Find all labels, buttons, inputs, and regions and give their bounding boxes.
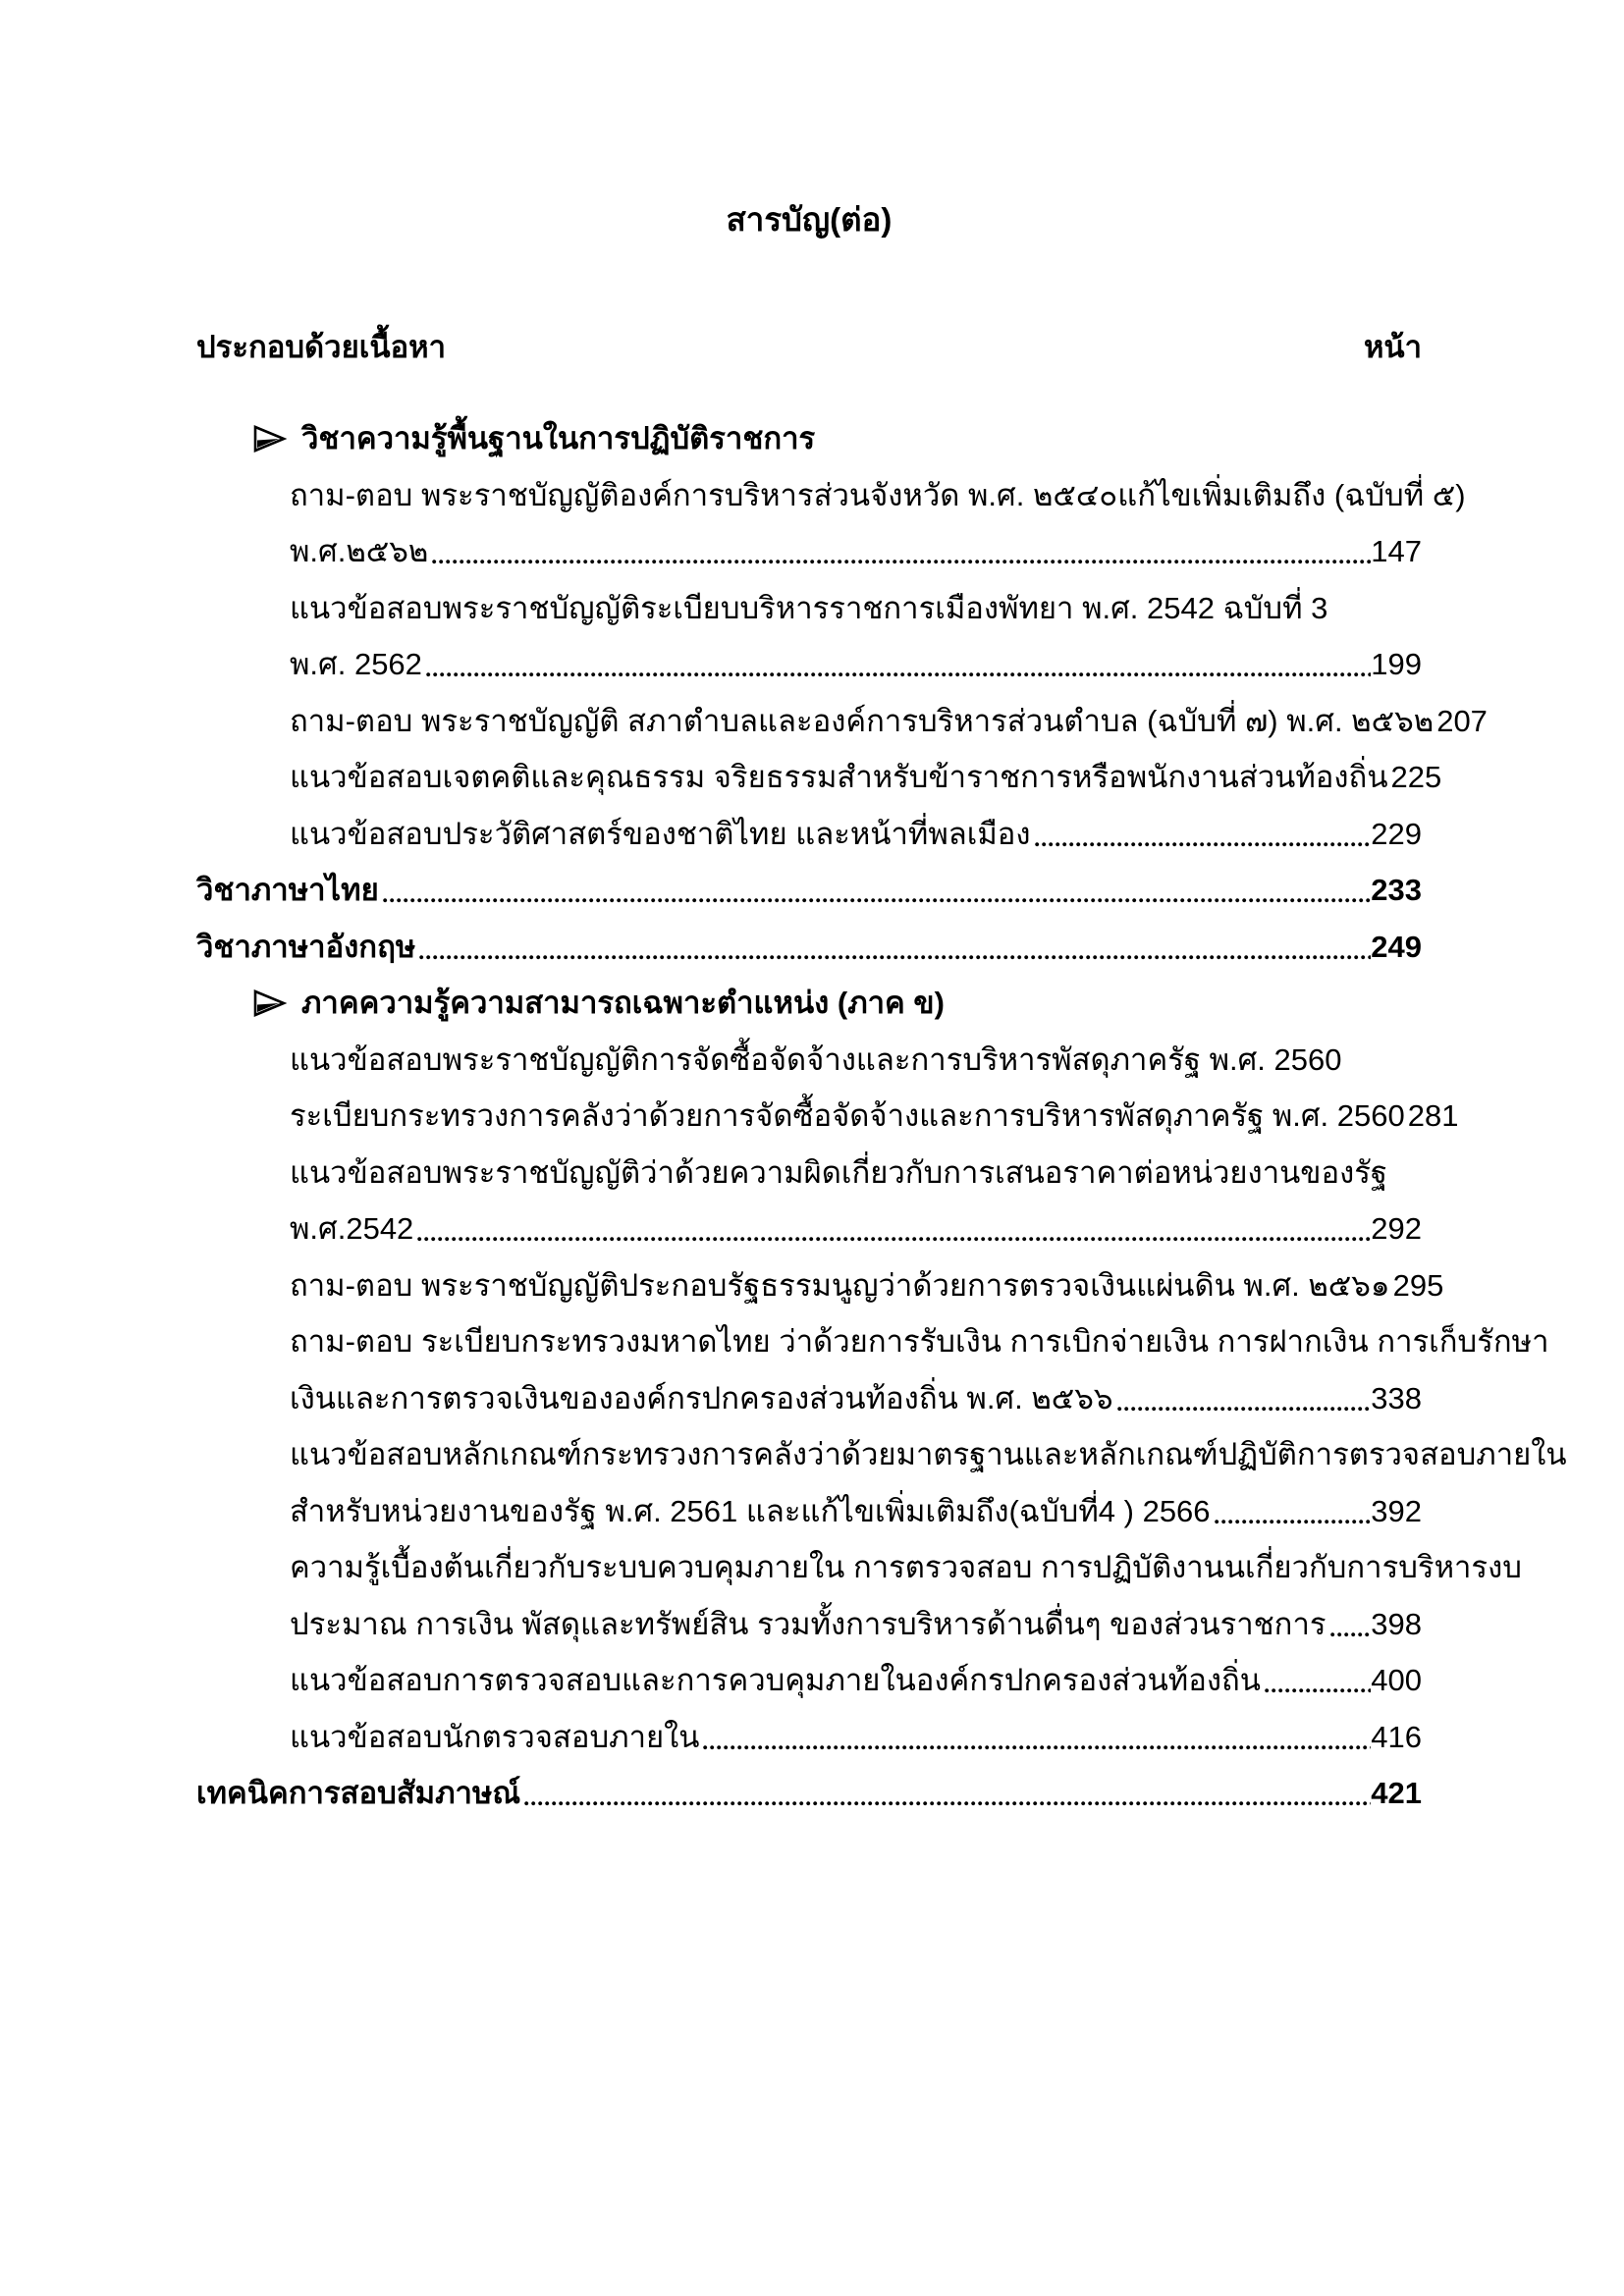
page-number: 338 (1371, 1380, 1422, 1415)
toc-entry-text: ภาคความรู้ความสามารถเฉพาะตำแหน่ง (ภาค ข) (301, 986, 945, 1020)
toc-entry-text: พ.ศ.2542 (290, 1211, 414, 1246)
toc-row (196, 467, 1466, 524)
toc-entry-text: พ.ศ. 2562 (290, 647, 422, 681)
toc-entry-text: พ.ศ.๒๕๖๒ (290, 534, 429, 568)
dot-leader (1116, 1370, 1372, 1427)
toc-entry-text: ถาม-ตอบ พระราชบัญญัติ สภาตำบลและองค์การบริหารส่วนตำบล (ฉบับที่ ๗) พ.ศ. ๒๕๖๒ (290, 703, 1435, 738)
page-number: 392 (1371, 1493, 1422, 1528)
toc-section-heading (196, 975, 1422, 1032)
dot-leader (1034, 806, 1372, 863)
page-number: 295 (1392, 1267, 1444, 1303)
toc-row (196, 919, 1422, 976)
toc-row (196, 749, 1442, 806)
page-number: 281 (1407, 1098, 1459, 1133)
toc-row (196, 1596, 1422, 1653)
toc-row (196, 1539, 1522, 1596)
dot-leader (702, 1709, 1371, 1766)
toc-entry-text: ถาม-ตอบ พระราชบัญญัติประกอบรัฐธรรมนูญว่าด้วยการตรวจเงินแผ่นดิน พ.ศ. ๒๕๖๑ (290, 1267, 1390, 1303)
content-column-header: ประกอบด้วยเนื้อหา (196, 330, 446, 364)
page-number: 292 (1371, 1211, 1422, 1246)
dot-leader (1264, 1652, 1371, 1709)
page-number: 229 (1371, 816, 1422, 851)
page-title: สารบัญ(ต่อ) (726, 201, 893, 238)
toc-entry-text: วิชาภาษาไทย (196, 873, 379, 907)
toc-entry-text: วิชาภาษาอังกฤษ (196, 929, 416, 964)
dot-leader (431, 523, 1371, 580)
dot-leader (416, 1201, 1371, 1257)
toc-entry-text: วิชาความรู้พื้นฐานในการปฏิบัติราชการ (301, 421, 816, 455)
toc-entry-text: แนวข้อสอบพระราชบัญญัติว่าด้วยความผิดเกี่ยวกับการเสนอราคาต่อหน่วยงานของรัฐ (290, 1154, 1387, 1190)
toc-entry-text: ความรู้เบื้องต้นเกี่ยวกับระบบควบคุมภายใน การตรวจสอบ การปฏิบัติงานนเกี่ยวกับการบริหารงบ (290, 1550, 1522, 1584)
arrowhead-right-icon (252, 975, 290, 1032)
toc-entry-text: ประมาณ การเงิน พัสดุและทรัพย์สิน รวมทั้งการบริหารด้านดื่นๆ ของส่วนราชการ (290, 1606, 1326, 1641)
toc-row (196, 1032, 1422, 1089)
toc-row (196, 1709, 1422, 1766)
toc-row (196, 693, 1488, 750)
toc-entry-text: ถาม-ตอบ พระราชบัญญัติองค์การบริหารส่วนจังหวัด พ.ศ. ๒๕๔๐แก้ไขเพิ่มเติมถึง (ฉบับที่ ๕) (290, 477, 1466, 512)
arrowhead-right-icon (252, 410, 290, 467)
toc-entry-text: ถาม-ตอบ ระเบียบกระทรวงมหาดไทย ว่าด้วยการรับเงิน การเบิกจ่ายเงิน การฝากเงิน การเก็บรักษา (290, 1324, 1549, 1359)
toc-entry-text: สำหรับหน่วยงานของรัฐ พ.ศ. 2561 และแก้ไขเพิ่มเติมถึง(ฉบับที่4 ) 2566 (290, 1493, 1211, 1528)
toc-section-heading (196, 410, 1422, 467)
toc-row (196, 862, 1422, 919)
toc-entry-text: แนวข้อสอบพระราชบัญญัติระเบียบบริหารราชการเมืองพัทยา พ.ศ. 2542 ฉบับที่ 3 (290, 590, 1328, 625)
toc-row (196, 1145, 1422, 1201)
page-number: 421 (1371, 1776, 1422, 1810)
toc-row (196, 1652, 1422, 1709)
page-number: 400 (1371, 1663, 1422, 1697)
dot-leader (1214, 1483, 1372, 1540)
page-number: 225 (1390, 760, 1442, 794)
toc-list (196, 410, 1567, 1822)
toc-row (196, 1426, 1567, 1483)
page-column-header: หน้า (1363, 330, 1422, 364)
page-number: 249 (1371, 929, 1422, 964)
toc-entry-text: เงินและการตรวจเงินขององค์กรปกครองส่วนท้องถิ่น พ.ศ. ๒๕๖๖ (290, 1380, 1113, 1415)
dot-leader (382, 862, 1372, 919)
toc-row (196, 523, 1422, 580)
toc-row (196, 1483, 1422, 1540)
dot-leader (425, 636, 1371, 693)
page-number: 233 (1371, 873, 1422, 907)
toc-entry-text: เทคนิคการสอบสัมภาษณ์ (196, 1776, 521, 1810)
toc-row (196, 1257, 1444, 1314)
dot-leader (418, 919, 1371, 976)
page-number: 147 (1371, 534, 1422, 568)
toc-entry-text: แนวข้อสอบประวัติศาสตร์ของชาติไทย และหน้าที่พลเมือง (290, 816, 1031, 851)
page-number: 416 (1371, 1719, 1422, 1754)
toc-row (196, 1370, 1422, 1427)
toc-entry-text: แนวข้อสอบนักตรวจสอบภายใน (290, 1719, 700, 1754)
dot-leader (523, 1765, 1371, 1822)
toc-row (196, 580, 1422, 637)
toc-row (196, 1201, 1422, 1257)
toc-entry-text: แนวข้อสอบพระราชบัญญัติการจัดซื้อจัดจ้างและการบริหารพัสดุภาครัฐ พ.ศ. 2560 (290, 1041, 1342, 1077)
toc-row (196, 1313, 1549, 1370)
toc-entry-text: แนวข้อสอบการตรวจสอบและการควบคุมภายในองค์กรปกครองส่วนท้องถิ่น (290, 1663, 1261, 1697)
dot-leader (1329, 1596, 1372, 1653)
page-number: 199 (1371, 647, 1422, 681)
toc-row (196, 806, 1422, 863)
toc-entry-text: ระเบียบกระทรวงการคลังว่าด้วยการจัดซื้อจัดจ้างและการบริหารพัสดุภาครัฐ พ.ศ. 2560 (290, 1098, 1405, 1133)
toc-row (196, 636, 1422, 693)
toc-entry-text: แนวข้อสอบหลักเกณฑ์กระทรวงการคลังว่าด้วยมาตรฐานและหลักเกณฑ์ปฏิบัติการตรวจสอบภายใน (290, 1437, 1567, 1471)
page-number: 207 (1436, 703, 1488, 738)
toc-entry-text: แนวข้อสอบเจตคติและคุณธรรม จริยธรรมสำหรับข้าราชการหรือพนักงานส่วนท้องถิ่น (290, 760, 1388, 794)
toc-row (196, 1765, 1422, 1822)
toc-row (196, 1088, 1459, 1145)
columns-header (196, 326, 1422, 369)
page-number: 398 (1371, 1606, 1422, 1641)
